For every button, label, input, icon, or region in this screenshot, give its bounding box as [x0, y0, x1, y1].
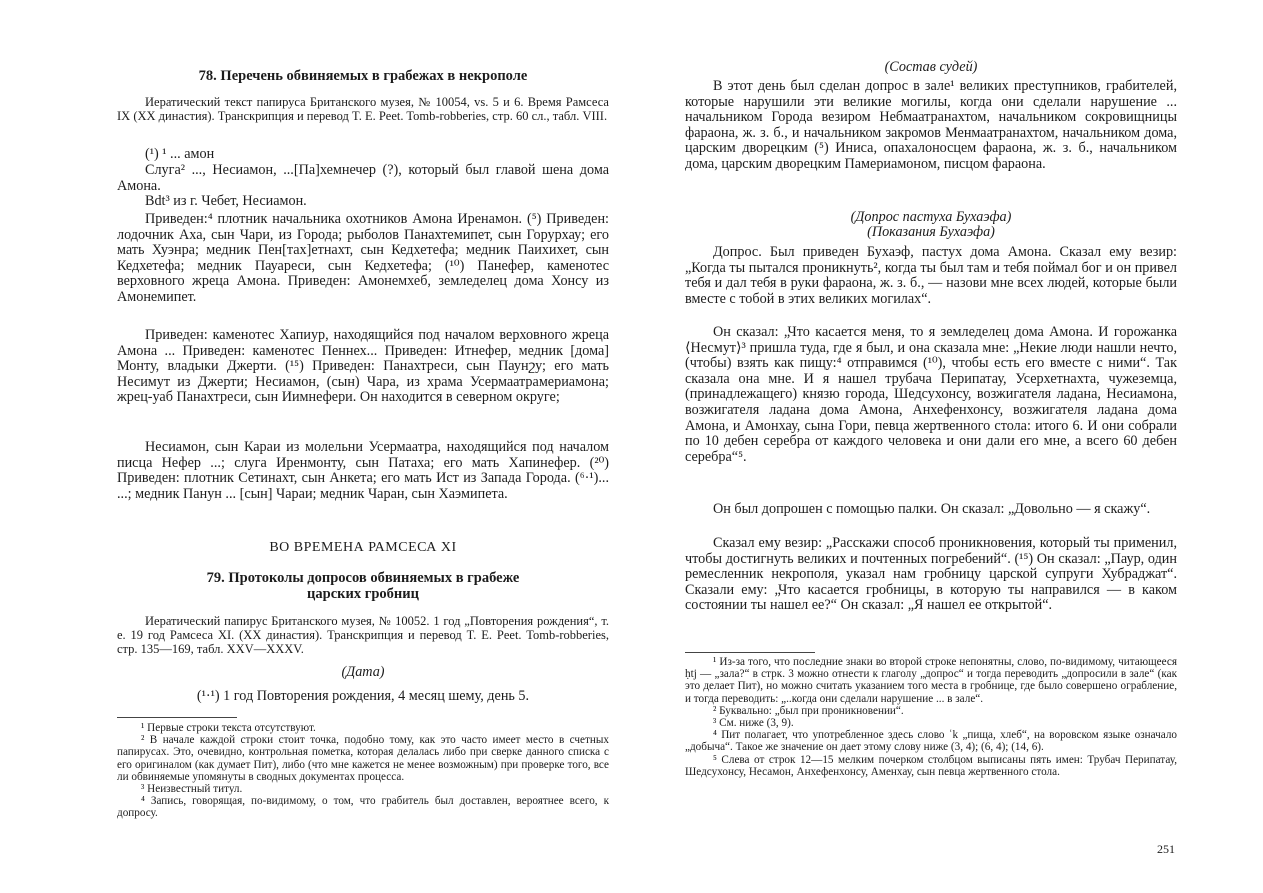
- footnote-2: ² Буквально: „был при проникновении“.: [713, 704, 904, 717]
- testimony-heading: (Показания Бухаэфа): [867, 224, 995, 240]
- footnote-1: ¹ Из-за того, что последние знаки во второй строке непонятны, слово, по-видимому, читающееся ḥtj — „зала?“ в стрк. 3 можно отнести к глаголу „допрос“ и тогда переводить „допросили в зале“ (как это делает Пит), но можно считать указанием того места в гробнице, где было совершено ограбление, и тогда переводить: „..когда они сделали нарушение ... в зале“.: [685, 656, 1177, 705]
- section-79-title-line-2: царских гробниц: [307, 586, 419, 602]
- paragraph-brought-1: Приведен:⁴ плотник начальника охотников Амона Иренамон. (⁵) Приведен: лодочник Аха, сын Чари, из Города; рыболов Панахтемипет, сын Горурхау; его мать Хуэнра; медник Пен[тах]етнахт, сын Кедхетефа; медник Паихихет, сын Кедхетефа; медник Пауареси, сын Кедхетефа; (¹⁰) Панефер, каменотес верховного жреца Амона. Приведен: Амонемхеб, земледелец дома Хонсу из Амонемипет.: [117, 211, 609, 305]
- left-footnotes: [117, 722, 609, 820]
- date-heading: (Дата): [341, 664, 385, 680]
- footnote-3: ³ Неизвестный титул.: [141, 783, 243, 796]
- footnote-4: ⁴ Пит полагает, что употребленное здесь слово ʿk „пища, хлеб“, на воровском языке означало „добыча“. Такое же значение он дает этому слову ниже (3, 4); (6, 4); (14, 6).: [685, 729, 1177, 754]
- paragraph-nesiamon: Несиамон, сын Караи из молельни Усермаатра, находящийся под началом писца Нефер ...; слуга Иренмонту, сын Патаха; его мать Хапинефер. (²⁰) Приведен: плотник Сетинахт, сын Анкета; его мать Ист из Запада Города. (⁶·¹)... ...; медник Панун ... [сын] Чараи; медник Чаран, сын Хаэмипета.: [117, 439, 609, 502]
- judges-heading: (Состав судей): [884, 59, 978, 75]
- paragraph-bukhaef: Допрос. Был приведен Бухаэф, пастух дома Амона. Сказал ему везир: „Когда ты пытался проникнуть², когда ты был там и тебя поймал бог и он привел тебя и дал тебя в руки фараона, ж. з. б., — назови мне всех людей, которые были вместе с тобой в этих великих могилах“.: [685, 244, 1177, 307]
- section-79-title-line-1: 79. Протоколы допросов обвиняемых в грабеже: [206, 570, 520, 586]
- text-line-1: (¹) ¹ ... амон: [145, 146, 215, 162]
- footnote-2: ² В начале каждой строки стоит точка, подобно тому, как это часто имеет место в счетных папирусах. Это, очевидно, контрольная пометка, которая делалась либо при сверке данного списка с его оригиналом (как думает Пит), либо (что мне кажется не менее возможным) при проверке того, все ли обвиняемые упомянуты в сводных документах процесса.: [117, 734, 609, 783]
- footnote-4: ⁴ Запись, говорящая, по-видимому, о том, что грабитель был доставлен, вероятнее всего, к допросу.: [117, 795, 609, 820]
- section-78-title: 78. Перечень обвиняемых в грабежах в некрополе: [198, 68, 528, 84]
- page-number: 251: [1157, 842, 1175, 856]
- paragraph-beaten: Он был допрошен с помощью палки. Он сказал: „Довольно — я скажу“.: [713, 501, 1151, 517]
- section-78-source-note: Иератический текст папируса Британского музея, № 10054, vs. 5 и 6. Время Рамсеса IX (XX династия). Транскрипция и перевод T. E. Peet. Tomb-robberies, стр. 60 сл., табл. VIII.: [117, 95, 609, 123]
- interrogation-heading: (Допрос пастуха Бухаэфа): [850, 209, 1012, 225]
- left-page: [117, 0, 609, 893]
- right-footnotes: [685, 656, 1177, 778]
- footnote-3: ³ См. ниже (3, 9).: [713, 717, 794, 730]
- footnote-divider: [685, 652, 815, 653]
- era-heading: ВО ВРЕМЕНА РАМСЕСА XI: [269, 540, 457, 555]
- footnote-1: ¹ Первые строки текста отсутствуют.: [141, 722, 316, 734]
- right-page: [685, 0, 1177, 893]
- paragraph-statement: Он сказал: „Что касается меня, то я земледелец дома Амона. И горожанка ⟨Несмут⟩³ пришла туда, где я был, и она сказала мне: „Некие люди нашли нечто, (чтобы) взять как пищу:⁴ отправимся (¹⁰), чтобы есть его вместе с ними“. Так сказала она мне. И я нашел трубача Перипатау, Усерхетнахта, чужеземца, (принадлежащего) князю города, Шедсухонсу, возжигателя ладана, Несиамона, возжигателя ладана дома Амона, Анхефенхонсу, возжигателя ладана дома Амона, и Амонхау, сына Гори, певца жертвенного стола: итого 6. И они собрали по 10 дебен серебра от каждого человека и они дали его мне, а всего 60 дебен серебра“⁵.: [685, 324, 1177, 465]
- paragraph-bdt: Bdt³ из г. Чебет, Несиамон.: [145, 193, 307, 209]
- footnote-5: ⁵ Слева от строк 12—15 мелким почерком столбцом выписаны пять имен: Трубач Перипатау, Шедсухонсу, Несамон, Анхефенхонсу, Аменхау, сын певца жертвенного стола.: [685, 753, 1177, 778]
- paragraph-method: Сказал ему везир: „Расскажи способ проникновения, который ты применил, чтобы достигнуть великих и почтенных погребений“. (¹⁵) Он сказал: „Паур, один ремесленник некрополя, указал нам гробницу царской супруги Хубраджат“. Сказали ему: „Что касается гробницы, в которую ты направился — в каком состоянии ты нашел ее?“ Он сказал: „Я нашел ее открытой“.: [685, 535, 1177, 614]
- paragraph-interrogation: В этот день был сделан допрос в зале¹ великих преступников, грабителей, которые нарушили эти великие могилы, когда они сделали нарушение ... начальником Города везиром Небмаатранахтом, начальником сокровищницы фараона, ж. з. б., и начальником закромов Менмаатранахтом, начальником дома, царским дворецким (⁵) Иниса, опахалоносцем фараона, ж. з. б., начальником дома, царским дворецким Памериамоном, писцом фараона.: [685, 78, 1177, 172]
- date-line: (¹·¹) 1 год Повторения рождения, 4 месяц шему, день 5.: [196, 688, 530, 704]
- paragraph-servant: Слуга² ..., Несиамон, ...[Па]хемнечер (?), который был главой шена дома Амона.: [117, 162, 609, 194]
- paragraph-brought-2: Приведен: каменотес Хапиур, находящийся под началом верховного жреца Амона ... Приведен: каменотес Пеннех... Приведен: Итнефер, медник [дома] Монту, владыки Джерти. (¹⁵) Приведен: Панахтреси, сын Паунշу; его мать Несимут из Джерти; Несиамон, (сын) Чара, из храма Усермаатрамериамона; жрец-уаб Панахтреси, сын Иимнефери. Он находится в северном округе;: [117, 327, 609, 406]
- section-79-source-note: Иератический папирус Британского музея, № 10052. 1 год „Повторения рождения“, т. е. 19 год Рамсеса XI. (XX династия). Транскрипция и перевод T. E. Peet. Tomb-robberies, стр. 135—169, табл. XXV—XXXV.: [117, 614, 609, 656]
- footnote-divider: [117, 717, 237, 718]
